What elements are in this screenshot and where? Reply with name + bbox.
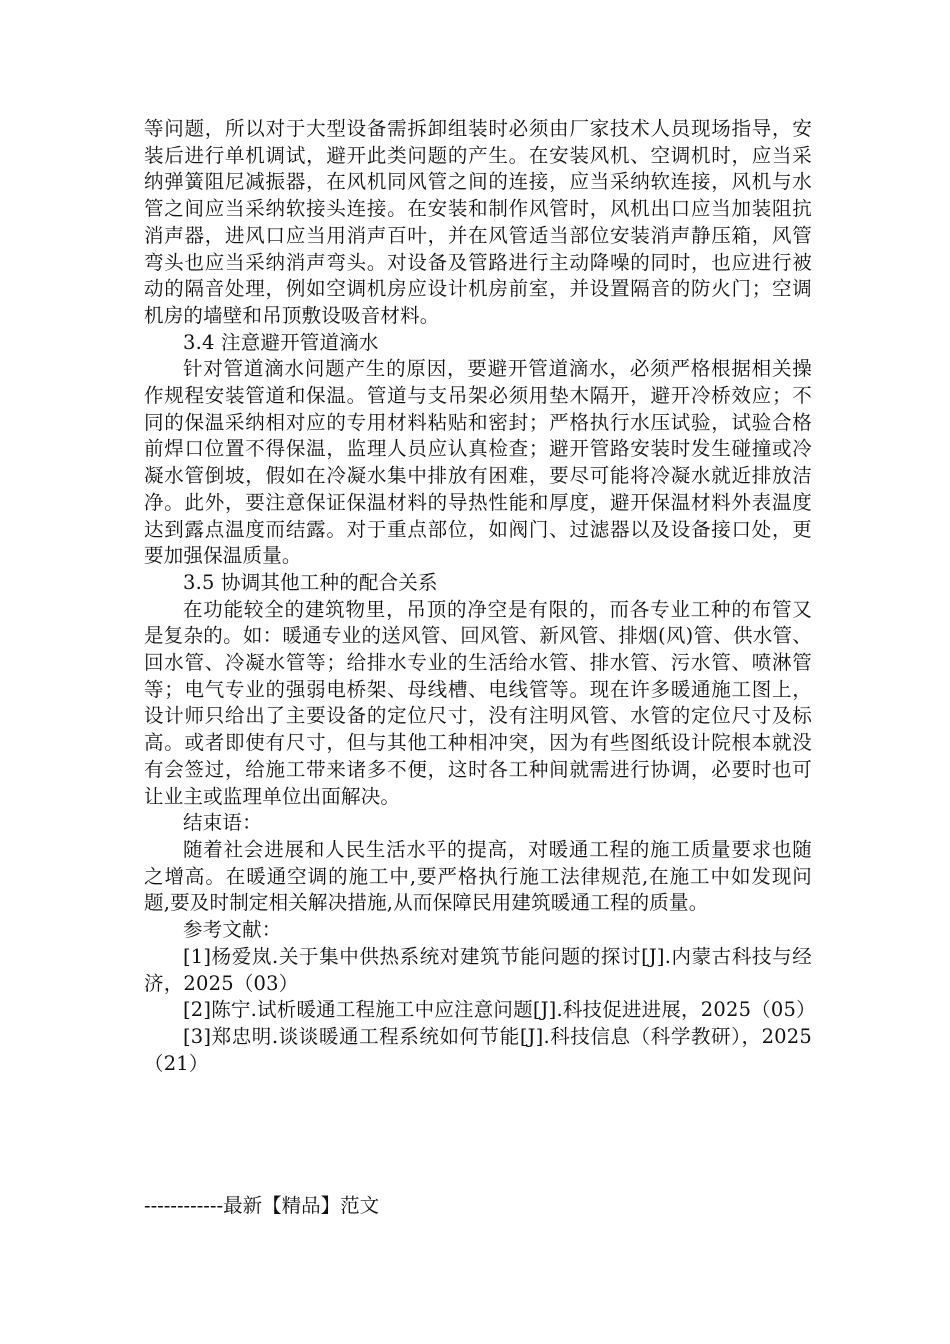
reference-item-3: [3]郑忠明.谈谈暖通工程系统如何节能[J].科技信息（科学教研），2025（21） [144,1024,812,1075]
page-footer: ------------最新【精品】范文 [144,1194,380,1217]
paragraph-noise-control-continued: 等问题，所以对于大型设备需拆卸组装时必须由厂家技术人员现场指导，安装后进行单机调试，避开此类问题的产生。在安装风机、空调机时，应当采纳弹簧阻尼减振器，在风机同风管之间的连接，应当采纳软连接，风机与水管之间应当采纳软接头连接。在安装和制作风管时，风机出口应当加装阻抗消声器，进风口应当用消声百叶，并在风管适当部位安装消声静压箱，风管弯头也应当采纳消声弯头。对设备及管路进行主动降噪的同时，也应进行被动的隔音处理，例如空调机房应设计机房前室，并设置隔音的防火门；空调机房的墙壁和吊顶敷设吸音材料。 [144,117,812,327]
paragraph-trade-coordination: 在功能较全的建筑物里，吊顶的净空是有限的，而各专业工种的布管又是复杂的。如：暖通专业的送风管、回风管、新风管、排烟(风)管、供水管、回水管、冷凝水管等；给排水专业的生活给水管、排水管、污水管、喷淋管等；电气专业的强弱电桥架、母线槽、电线管等。现在许多暖通施工图上，设计师只给出了主要设备的定位尺寸，没有注明风管、水管的定位尺寸及标高。或者即使有尺寸，但与其他工种相冲突，因为有些图纸设计院根本就没有会签过，给施工带来诸多不便，这时各工种间就需进行协调，必要时也可让业主或监理单位出面解决。 [144,597,812,808]
paragraph-pipe-dripping: 针对管道滴水问题产生的原因，要避开管道滴水，必须严格根据相关操作规程安装管道和保温。管道与支吊架必须用垫木隔开，避开冷桥效应；不同的保温采纳相对应的专用材料粘贴和密封；严格执行水压试验，试验合格前焊口位置不得保温，监理人员应认真检查；避开管路安装时发生碰撞或冷凝水管倒坡，假如在冷凝水集中排放有困难，要尽可能将冷凝水就近排放洁净。此外，要注意保证保温材料的导热性能和厚度，避开保温材料外表温度达到露点温度而结露。对于重点部位，如阀门、过滤器以及设备接口处，更要加强保温质量。 [144,357,812,568]
conclusion-heading: 结束语： [183,811,262,835]
document-body [144,116,816,1077]
reference-item-1: [1]杨爱岚.关于集中供热系统对建筑节能问题的探讨[J].内蒙古科技与经济，2025（03） [144,944,812,995]
reference-item-2: [2]陈宁.试析暖通工程施工中应注意问题[J].科技促进进展，2025（05） [183,998,816,1022]
section-heading-3-4: 3.4 注意避开管道滴水 [183,330,379,354]
references-heading: 参考文献： [183,918,282,942]
paragraph-conclusion: 随着社会进展和人民生活水平的提高，对暖通工程的施工质量要求也随之增高。在暖通空调的施工中,要严格执行施工法律规范,在施工中如发现问题,要及时制定相关解决措施,从而保障民用建筑暖通工程的质量。 [144,837,812,915]
section-heading-3-5: 3.5 协调其他工种的配合关系 [183,570,438,594]
